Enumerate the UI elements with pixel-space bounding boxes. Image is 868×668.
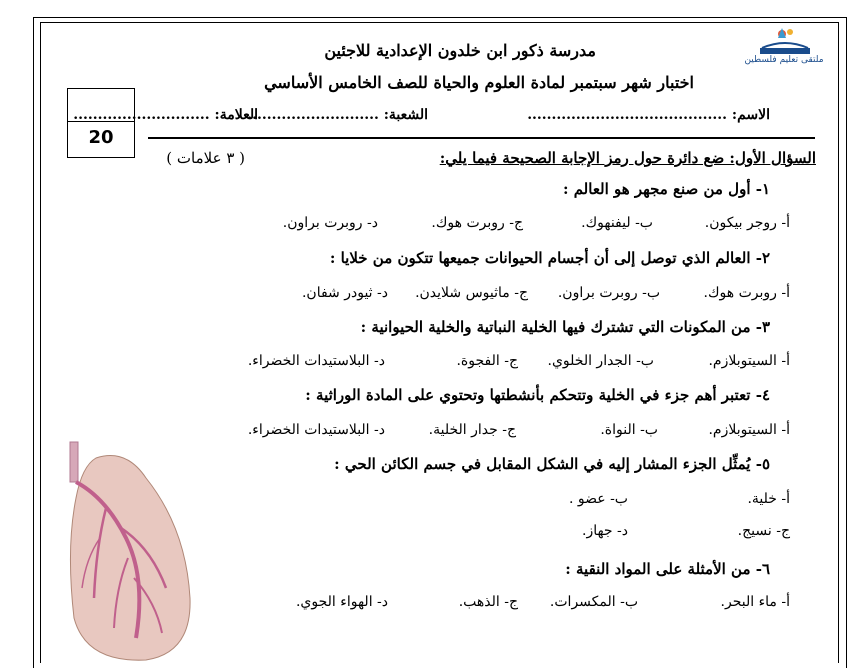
question-1-option-2[interactable]: ب- ليفنهوك. [581, 215, 653, 231]
name-field: الاسم: ......................................... [527, 107, 770, 123]
question-3-option-3[interactable]: ج- الفجوة. [456, 353, 518, 369]
question-4-option-4[interactable]: د- البلاستيدات الخضراء. [247, 422, 385, 438]
question-6-option-1[interactable]: أ- ماء البحر. [720, 594, 790, 610]
exam-title: اختبار شهر سبتمبر لمادة العلوم والحياة للصف الخامس الأساسي [264, 73, 694, 92]
question-1-option-3[interactable]: ج- روبرت هوك. [431, 215, 523, 231]
question-5-option-3[interactable]: ج- نسيج. [737, 523, 790, 539]
question-6-option-4[interactable]: د- الهواء الجوي. [295, 594, 388, 610]
question-2-option-3[interactable]: ج- ماثيوس شلايدن. [415, 285, 528, 301]
question-5-option-4[interactable]: د- جهاز. [582, 523, 628, 539]
header-rule [148, 137, 815, 139]
question-1-option-4[interactable]: د- روبرت براون. [282, 215, 378, 231]
question-3-option-2[interactable]: ب- الجدار الخلوي. [547, 353, 654, 369]
question-6-option-2[interactable]: ب- المكسرات. [549, 594, 638, 610]
question-3-text: ٣- من المكونات التي تشترك فيها الخلية النباتية والخلية الحيوانية : [360, 318, 770, 336]
question-2-option-4[interactable]: د- ثيودر شفان. [301, 285, 388, 301]
question-5-option-2[interactable]: ب- عضو . [569, 491, 628, 507]
question-5-text: ٥- يُمثِّل الجزء المشار إليه في الشكل المقابل في جسم الكائن الحي : [334, 455, 770, 473]
school-name: مدرسة ذكور ابن خلدون الإعدادية للاجئين [324, 41, 596, 60]
question-6-text: ٦- من الأمثلة على المواد النقية : [565, 560, 770, 578]
grade-field: العلامة: ............................ [73, 107, 258, 123]
question-2-option-2[interactable]: ب- روبرت براون. [557, 285, 660, 301]
section-marks: ( ٣ علامات ) [166, 149, 245, 167]
grade-box [67, 88, 135, 158]
lung-illustration [66, 438, 196, 663]
question-4-option-1[interactable]: أ- السيتوبلازم. [708, 422, 790, 438]
question-2-text: ٢- العالم الذي توصل إلى أن أجسام الحيوانات جميعها تتكون من خلايا : [329, 249, 770, 267]
question-1-text: ١- أول من صنع مجهر هو العالم : [562, 180, 770, 198]
question-3-option-4[interactable]: د- البلاستيدات الخضراء. [247, 353, 385, 369]
section-title: السؤال الأول: ضع دائرة حول رمز الإجابة الصحيحة فيما يلي: [439, 149, 816, 167]
section-field: الشعبة: ........................... [247, 107, 428, 123]
question-5-option-1[interactable]: أ- خلية. [747, 491, 790, 507]
question-1-option-1[interactable]: أ- روجر بيكون. [704, 215, 790, 231]
total-mark: 20 [88, 127, 114, 148]
logo-caption: ملتقى تعليم فلسطين [744, 55, 824, 65]
question-6-option-3[interactable]: ج- الذهب. [458, 594, 518, 610]
question-2-option-1[interactable]: أ- روبرت هوك. [703, 285, 790, 301]
question-4-option-3[interactable]: ج- جدار الخلية. [428, 422, 516, 438]
question-4-text: ٤- تعتبر أهم جزء في الخلية وتتحكم بأنشطتها وتحتوي على المادة الوراثية : [305, 386, 770, 404]
question-3-option-1[interactable]: أ- السيتوبلازم. [708, 353, 790, 369]
question-4-option-2[interactable]: ب- النواة. [600, 422, 658, 438]
